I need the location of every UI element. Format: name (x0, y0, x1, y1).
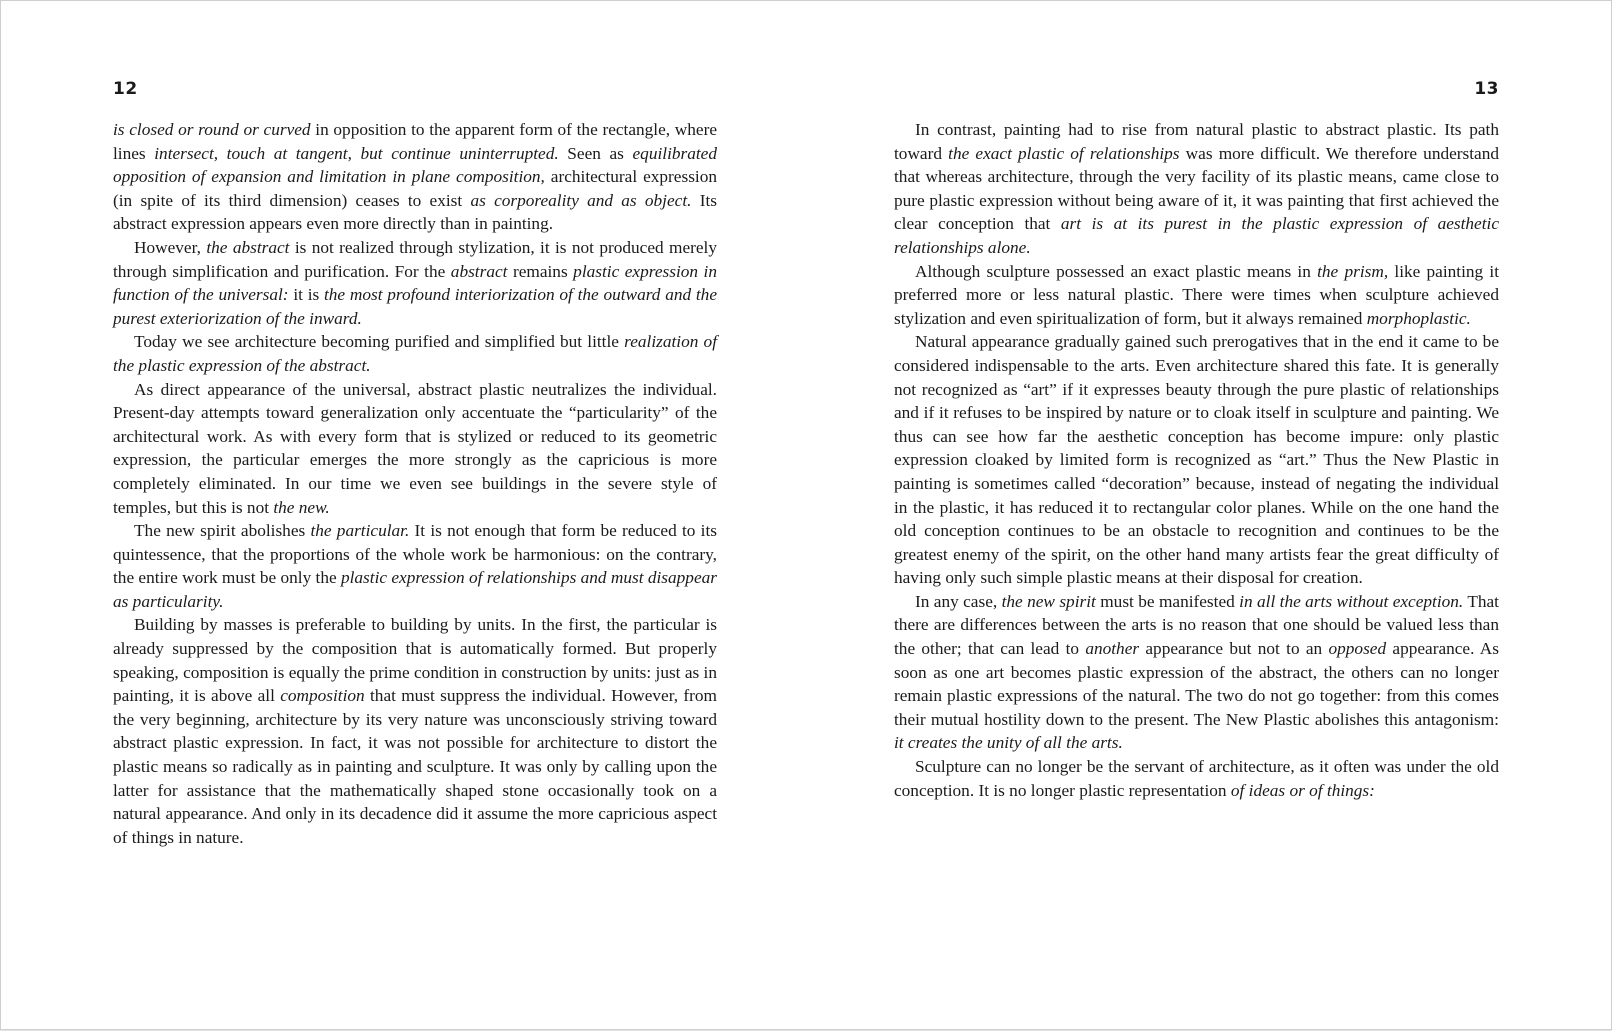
text-run: The new spirit abolishes (134, 521, 311, 541)
italic-run: the most profound interiorization of the outward and the purest exteriorization of the inward. (113, 285, 717, 328)
paragraph (894, 260, 1499, 331)
text-run: That there are differences between the arts is no reason that one should be valued less than the other; that can lead to (894, 591, 1499, 659)
text-run: it is (288, 285, 324, 305)
italic-run: another (1085, 639, 1140, 659)
paragraph (894, 755, 1499, 802)
body-text (894, 118, 1499, 802)
text-run: Seen as (558, 143, 633, 163)
text-run: appearance. As soon as one art becomes plastic expression of the abstract, the others can no longer remain plastic expressions of the natural. The two do not go together: from this comes their mutual hostility down to the present. The New Plastic abolishes this antagonism: (894, 639, 1499, 729)
italic-run: equilibrated opposition of expansion and limitation in plane composition, (113, 143, 717, 187)
italic-run: art is at its purest in the plastic expression of aesthetic relationships alone. (894, 214, 1499, 257)
italic-run: the prism, (1317, 261, 1389, 281)
italic-run: composition (280, 686, 365, 706)
paragraph (113, 330, 717, 377)
paragraph (113, 236, 717, 330)
paragraph (113, 519, 717, 613)
italic-run: the new. (273, 497, 330, 517)
italic-run: intersect, touch at tangent, but continue uninterrupted. (154, 143, 559, 163)
italic-run: the abstract (206, 237, 290, 257)
body-text (113, 118, 717, 849)
text-run: In any case, (915, 591, 1002, 611)
page-number: 12 (113, 79, 138, 99)
text-run: Natural appearance gradually gained such prerogatives that in the end it came to be considered indispensable to the arts. Even architecture shared this fate. It is generally not recognized as “art” if it expresses beauty through the pure plastic of relationships and if it refuses to be inspired by nature or to cloak itself in sculpture and painting. We thus can see how far the aesthetic conception has become impure: only plastic expression cloaked by limited form is recognized as “art.” Thus the New Plastic in painting is sometimes called “decoration” because, instead of negating the individual in the plastic, it has reduced it to rectangular color planes. While on the one hand the old conception continues to be an obstacle to recognition and continues to be the greatest enemy of the spirit, on the other hand many artists fear the great difficulty of having only such simple plastic means at their disposal for creation. (894, 332, 1499, 588)
left-page (113, 1, 717, 1031)
text-run: is not realized through stylization, it is not produced merely through simplification and purification. For the (113, 237, 717, 281)
page-number: 13 (1474, 79, 1499, 99)
italic-run: the exact plastic of relationships (948, 143, 1180, 163)
text-run: In contrast, painting had to rise from natural plastic to abstract plastic. Its path toward (894, 120, 1499, 163)
paragraph (894, 590, 1499, 755)
italic-run: it creates the unity of all the arts. (894, 733, 1123, 753)
text-run: As direct appearance of the universal, abstract plastic neutralizes the individual. Present-day attempts toward generalization only accentuate the “particularity” of the architectural work. As with every form that is stylized or reduced to its geometric expression, the particular emerges the more strongly as the capricious is more completely eliminated. In our time we even see buildings in the severe style of temples, but this is not (113, 379, 717, 517)
text-run: remains (507, 261, 574, 281)
paragraph (894, 118, 1499, 260)
italic-run: plastic expression in function of the universal: (113, 261, 717, 305)
paragraph (113, 378, 717, 520)
text-run: like painting it preferred more or less natural plastic. There were times when sculpture achieved stylization and even spiritualization of form, but it always remained (894, 261, 1500, 328)
paragraph (113, 118, 717, 236)
right-page (894, 1, 1499, 1031)
text-run: Its abstract expression appears even more directly than in painting. (113, 190, 717, 234)
text-run: that must suppress the individual. However, from the very beginning, architecture by its very nature was unconsciously striving toward abstract plastic expression. In fact, it was not possible for architecture to distort the plastic means so radically as in painting and sculpture. It was only by calling upon the latter for assistance that the mathematically shaped stone occasionally took on a natural appearance. And only in its decadence did it assume the more capricious aspect of things in nature. (113, 686, 717, 847)
text-run: Although sculpture possessed an exact plastic means in (915, 261, 1318, 281)
text-run: However, (134, 237, 207, 257)
paragraph (113, 613, 717, 849)
text-run: Sculpture can no longer be the servant of architecture, as it often was under the old conception. It is no longer plastic representation (894, 757, 1499, 800)
italic-run: is closed or round or curved (113, 120, 311, 139)
italic-run: realization of the plastic expression of the abstract. (113, 332, 717, 375)
text-run: in opposition to the apparent form of the rectangle, where lines (113, 120, 717, 163)
italic-run: morphoplastic. (1366, 308, 1471, 328)
text-run: must be manifested (1095, 591, 1240, 611)
text-run: Building by masses is preferable to building by units. In the first, the particular is already suppressed by the composition that is automatically formed. But properly speaking, composition is equally the prime condition in construction by units: just as in painting, it is above all (113, 615, 717, 706)
italic-run: the new spirit (1001, 591, 1096, 611)
italic-run: opposed (1328, 639, 1387, 659)
italic-run: as corporeality and as object. (470, 190, 692, 210)
text-run: Today we see architecture becoming purified and simplified but little (134, 332, 625, 352)
italic-run: abstract (450, 261, 508, 281)
italic-run: of ideas or of things: (1230, 780, 1375, 800)
text-run: It is not enough that form be reduced to its quintessence, that the proportions of the whole work be harmonious: on the contrary, the entire work must be only the (113, 521, 717, 588)
text-run: appearance but not to an (1139, 639, 1329, 659)
italic-run: plastic expression of relationships and must disappear as particularity. (113, 568, 717, 611)
paragraph (894, 330, 1499, 590)
text-run: architectural expression (in spite of its third dimension) ceases to exist (113, 167, 717, 210)
text-run: was more difficult. We therefore understand that whereas architecture, through the very facility of its plastic means, came close to pure plastic expression without being aware of it, it was painting that first achieved the clear conception that (894, 143, 1500, 234)
italic-run: the particular. (310, 521, 410, 541)
italic-run: in all the arts without exception. (1239, 591, 1464, 611)
